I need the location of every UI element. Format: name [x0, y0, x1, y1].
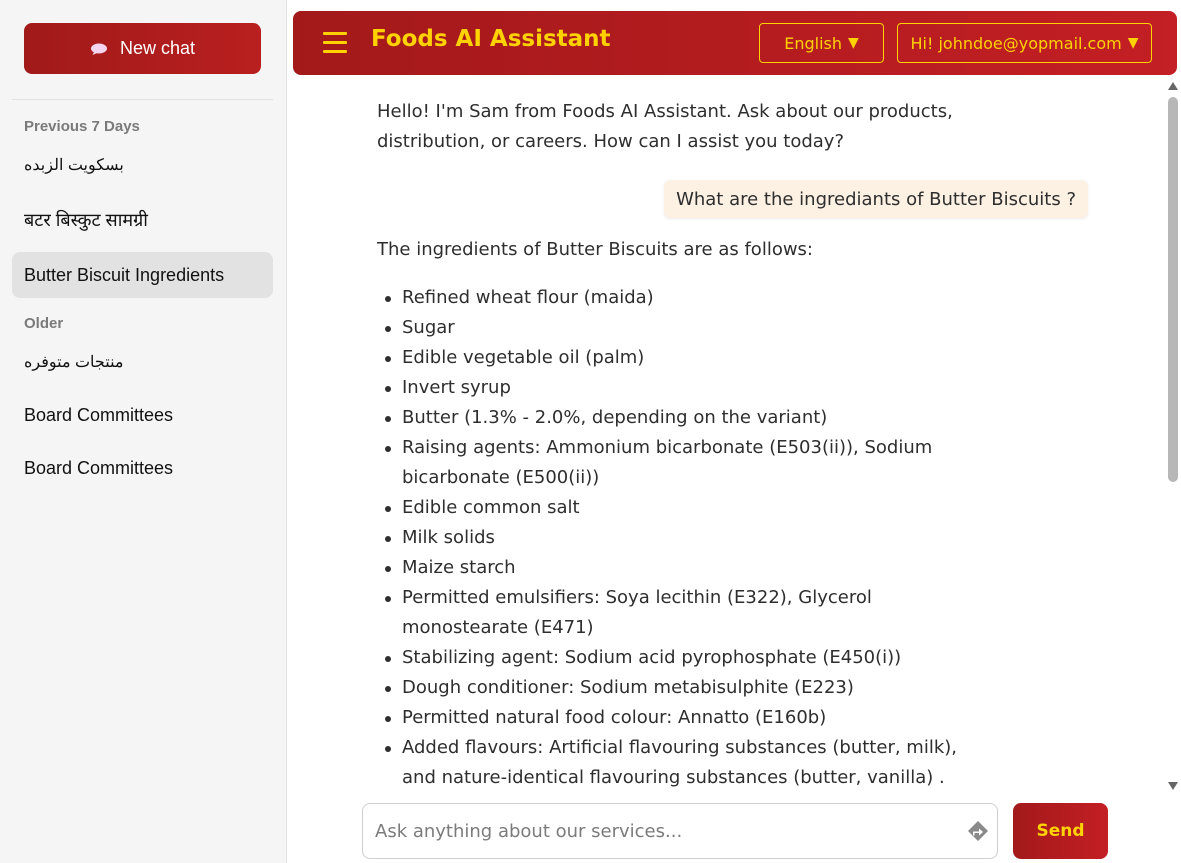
list-item: Stabilizing agent: Sodium acid pyrophosphate (E450(i)): [377, 643, 977, 673]
list-item: Invert syrup: [377, 373, 977, 403]
user-greeting: Hi! johndoe@yopmail.com: [910, 33, 1122, 53]
list-item: Butter (1.3% - 2.0%, depending on the variant): [377, 403, 977, 433]
list-item: Permitted natural food colour: Annatto (E160b): [377, 703, 977, 733]
user-menu-dropdown[interactable]: [897, 23, 1152, 63]
message-composer: [362, 803, 998, 859]
new-chat-button[interactable]: [24, 23, 261, 74]
sidebar: [0, 0, 287, 863]
language-label: English: [784, 33, 842, 53]
user-message-bubble: What are the ingrediants of Butter Biscuits ?: [664, 180, 1088, 218]
ingredient-list: [377, 283, 977, 792]
scrollbar-thumb[interactable]: [1168, 97, 1178, 482]
chat-scrollbar[interactable]: [1165, 80, 1181, 792]
new-chat-label: New chat: [119, 38, 196, 58]
list-item: Edible common salt: [377, 493, 977, 523]
history-item[interactable]: منتجات متوفره: [24, 354, 124, 371]
hamburger-menu-icon[interactable]: [323, 32, 347, 54]
history-item[interactable]: Board Committees: [24, 404, 174, 425]
list-item: Milk solids: [377, 523, 977, 553]
section-label-previous-7-days: Previous 7 Days: [24, 118, 140, 135]
list-item: Sugar: [377, 313, 977, 343]
section-label-older: Older: [24, 315, 64, 332]
history-item[interactable]: बटर बिस्कुट सामग्री: [24, 210, 148, 230]
chat-bubble-icon: [90, 43, 108, 55]
send-arrow-icon[interactable]: [966, 819, 990, 843]
list-item: Permitted emulsifiers: Soya lecithin (E322), Glycerol monostearate (E471): [377, 583, 977, 643]
caret-down-icon: ▼: [1127, 35, 1139, 51]
scroll-up-arrow-icon[interactable]: [1168, 82, 1178, 90]
history-item-active[interactable]: Butter Biscuit Ingredients: [12, 252, 273, 298]
list-item: Added flavours: Artificial flavouring substances (butter, milk), and nature-identical flavouring substances (butter, vanilla) .: [377, 733, 977, 792]
scroll-down-arrow-icon[interactable]: [1168, 782, 1178, 790]
list-item: Raising agents: Ammonium bicarbonate (E503(ii)), Sodium bicarbonate (E500(ii)): [377, 433, 977, 493]
list-item: Dough conditioner: Sodium metabisulphite (E223): [377, 673, 977, 703]
chat-messages: [287, 80, 1167, 792]
top-header: [293, 11, 1177, 75]
language-dropdown[interactable]: [759, 23, 884, 63]
history-item[interactable]: Board Committees: [24, 457, 174, 478]
list-item: Maize starch: [377, 553, 977, 583]
assistant-answer-intro: The ingredients of Butter Biscuits are as follows:: [377, 239, 813, 260]
message-input[interactable]: [375, 804, 955, 858]
send-button[interactable]: Send: [1013, 803, 1108, 859]
history-item[interactable]: بسكويت الزبده: [24, 157, 124, 174]
caret-down-icon: ▼: [848, 35, 859, 51]
list-item: Edible vegetable oil (palm): [377, 343, 977, 373]
list-item: Refined wheat flour (maida): [377, 283, 977, 313]
sidebar-divider: [12, 99, 273, 100]
app-title: Foods AI Assistant: [371, 26, 611, 52]
assistant-greeting-message: Hello! I'm Sam from Foods AI Assistant. Ask about our products, distribution, or careers. How can I assist you today?: [377, 101, 953, 152]
